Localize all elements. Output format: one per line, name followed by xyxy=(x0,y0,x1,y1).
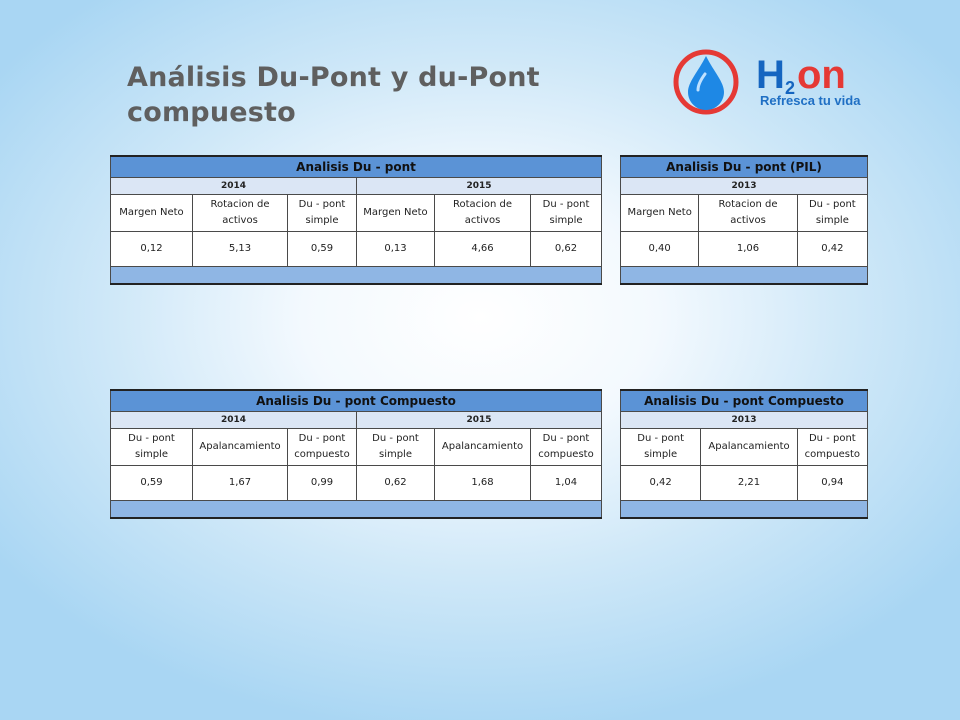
column-header: Apalancamiento xyxy=(193,429,288,466)
table-cell: 4,66 xyxy=(435,232,531,267)
table-footer xyxy=(621,501,868,519)
table-footer xyxy=(621,267,868,285)
table-title: Analisis Du - pont xyxy=(111,156,602,178)
table-cell: 0,59 xyxy=(288,232,357,267)
column-header: Du - pont compuesto xyxy=(797,429,867,466)
table-footer xyxy=(111,501,602,519)
table-title: Analisis Du - pont (PIL) xyxy=(621,156,868,178)
column-header: Apalancamiento xyxy=(701,429,797,466)
table-cell: 0,62 xyxy=(531,232,602,267)
column-header: Du - pont compuesto xyxy=(531,429,602,466)
table-cell: 0,62 xyxy=(357,466,435,501)
h2on-wordmark xyxy=(672,44,892,120)
year-header: 2015 xyxy=(357,412,602,429)
table-row xyxy=(621,466,868,501)
table-title: Analisis Du - pont Compuesto xyxy=(111,390,602,412)
table-cell: 0,59 xyxy=(111,466,193,501)
table-cell: 0,94 xyxy=(797,466,867,501)
year-header: 2013 xyxy=(621,178,868,195)
table-cell: 0,40 xyxy=(621,232,699,267)
table-cell: 0,99 xyxy=(288,466,357,501)
year-header: 2015 xyxy=(357,178,602,195)
dupont-compuesto-2013-table xyxy=(620,389,868,519)
brand-on: on xyxy=(797,53,846,97)
slide-title: Análisis Du-Pont y du-Pont compuesto xyxy=(127,62,540,128)
column-header: Du - pont simple xyxy=(621,429,701,466)
column-header: Du - pont simple xyxy=(797,195,867,232)
table-cell: 1,06 xyxy=(699,232,797,267)
dupont-table xyxy=(110,155,602,285)
column-header: Margen Neto xyxy=(621,195,699,232)
dupont-compuesto-table xyxy=(110,389,602,519)
table-cell: 1,68 xyxy=(435,466,531,501)
table-cell: 2,21 xyxy=(701,466,797,501)
table-cell: 1,04 xyxy=(531,466,602,501)
column-header: Rotacion de activos xyxy=(435,195,531,232)
column-header: Du - pont compuesto xyxy=(288,429,357,466)
table-cell: 0,13 xyxy=(357,232,435,267)
column-header: Du - pont simple xyxy=(111,429,193,466)
table-cell: 0,42 xyxy=(621,466,701,501)
column-header: Margen Neto xyxy=(357,195,435,232)
table-footer xyxy=(111,267,602,285)
logo-tagline: Refresca tu vida xyxy=(760,93,861,108)
table-title: Analisis Du - pont Compuesto xyxy=(621,390,868,412)
year-header: 2014 xyxy=(111,412,357,429)
table-cell: 1,67 xyxy=(193,466,288,501)
table-cell: 5,13 xyxy=(193,232,288,267)
brand-h: H xyxy=(756,53,785,97)
table-cell: 0,42 xyxy=(797,232,867,267)
column-header: Rotacion de activos xyxy=(699,195,797,232)
dupont-pil-table xyxy=(620,155,868,285)
column-header: Margen Neto xyxy=(111,195,193,232)
column-header: Du - pont simple xyxy=(531,195,602,232)
column-header: Du - pont simple xyxy=(357,429,435,466)
table-row xyxy=(111,232,602,267)
table-row xyxy=(621,232,868,267)
column-header: Rotacion de activos xyxy=(193,195,288,232)
year-header: 2014 xyxy=(111,178,357,195)
table-cell: 0,12 xyxy=(111,232,193,267)
brand-sub: 2 xyxy=(785,78,796,98)
h2on-logo xyxy=(672,44,892,120)
table-row xyxy=(111,466,602,501)
column-header: Apalancamiento xyxy=(435,429,531,466)
column-header: Du - pont simple xyxy=(288,195,357,232)
year-header: 2013 xyxy=(621,412,868,429)
